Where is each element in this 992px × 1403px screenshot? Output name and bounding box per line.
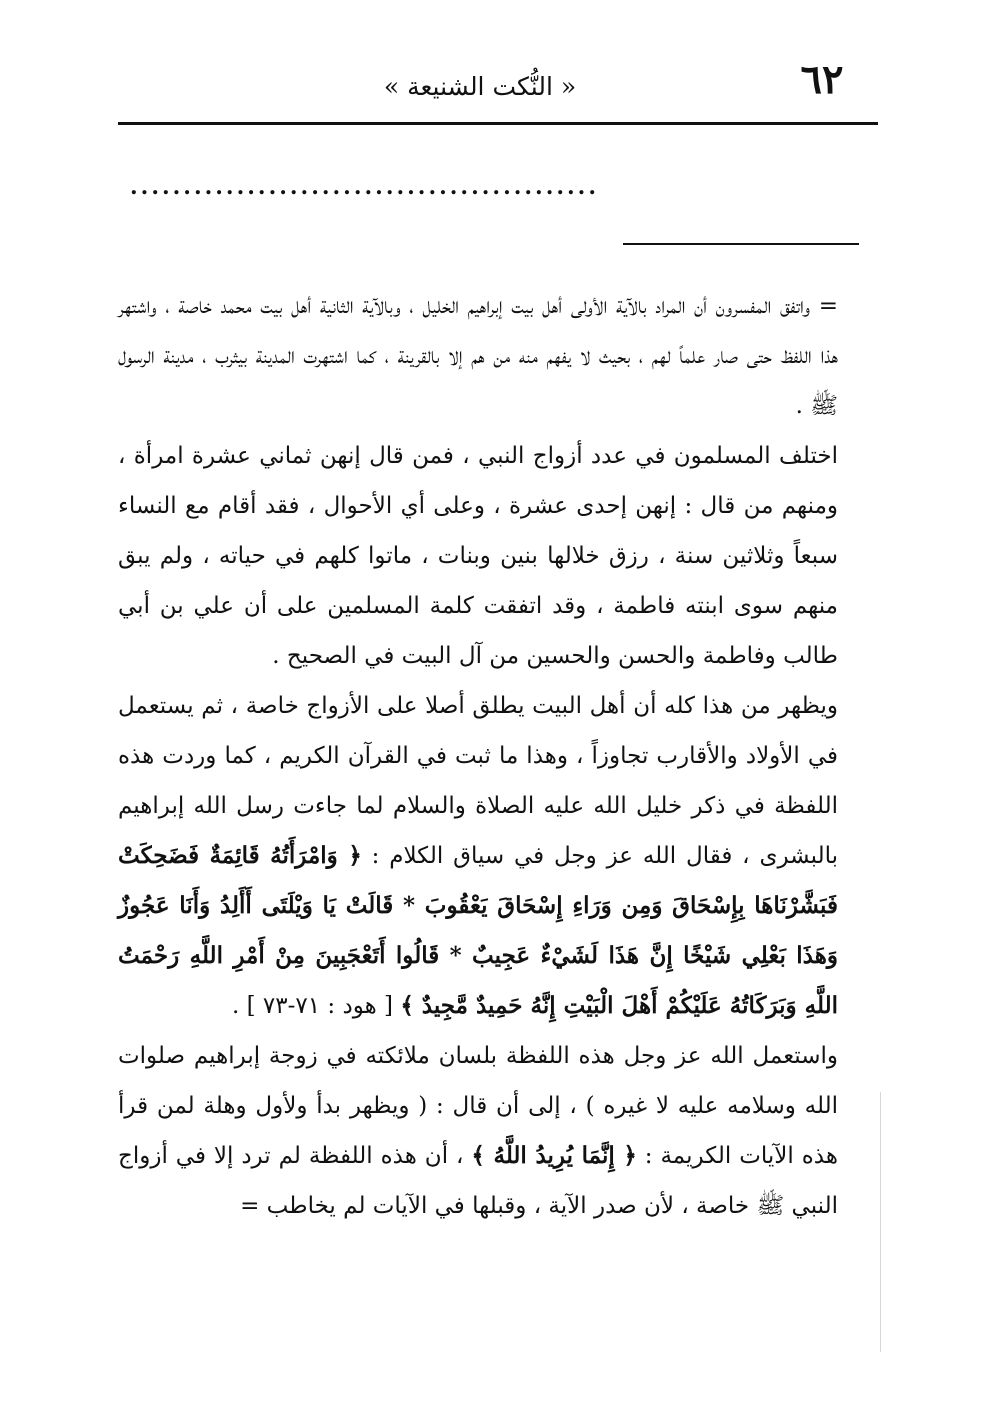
quran-verse-ahzab: ﴿ إِنَّمَا يُرِيدُ اللَّهُ ﴾ xyxy=(471,1142,637,1169)
verse-reference: [ هود : ٧١-٧٣ ] . xyxy=(231,993,393,1019)
paragraph-4 xyxy=(118,1031,838,1231)
header-rule xyxy=(118,122,878,125)
paragraph-2: اختلف المسلمون في عدد أزواج النبي ، فمن قال إنهن ثماني عشرة امرأة ، ومنهم من قال : إنهن إحدى عشرة ، وعلى أي الأحوال ، فقد أقام مع النساء سبعاً وثلاثين سنة ، رزق خلالها بنين وبنات ، ماتوا كلهم في حياته ، ولم يبق منهم سوى ابنته فاطمة ، وقد اتفقت كلمة المسلمين على أن علي بن أبي طالب وفاطمة والحسن والحسين من آل البيت في الصحيح . xyxy=(118,443,838,669)
scan-margin-line xyxy=(880,1092,881,1352)
body-text xyxy=(118,281,838,1231)
page-number: ٦٢ xyxy=(800,56,844,103)
paragraph-1: = واتفق المفسرون أن المراد بالآية الأولى أهل بيت إبراهيم الخليل ، وبالآية الثانية أهل بيت محمد خاصة ، واشتهر هذا اللفظ حتى صار علماً لهم ، بحيث لا يفهم منه من هم إلا بالقرينة ، كما اشتهرت المدينة بيثرب ، مدينة الرسول ﷺ . xyxy=(118,293,838,419)
quran-verse-hud: ﴿ وَامْرَأَتُهُ قَائِمَةٌ فَضَحِكَتْ فَبَشَّرْنَاهَا بِإِسْحَاقَ وَمِن وَرَاءِ إِسْحَاقَ يَعْقُوبَ * قَالَتْ يَا وَيْلَتَى أَأَلِدُ وَأَنَا عَجُوزٌ وَهَذَا بَعْلِي شَيْخًا إِنَّ هَذَا لَشَيْءٌ عَجِيبٌ * قَالُوا أَتَعْجَبِينَ مِنْ أَمْرِ اللَّهِ رَحْمَتُ اللَّهِ وَبَرَكَاتُهُ عَلَيْكُمْ أَهْلَ الْبَيْتِ إِنَّهُ حَمِيدٌ مَّجِيدٌ ﴾ xyxy=(118,842,838,1019)
running-title: « النُّكت الشنيعة » xyxy=(383,72,577,101)
paragraph-3-text: ويظهر من هذا كله أن أهل البيت يطلق أصلا على الأزواج خاصة ، ثم يستعمل في الأولاد والأقارب تجاوزاً ، وهذا ما ثبت في القرآن الكريم ، كما وردت هذه اللفظة في ذكر خليل الله عليه الصلاة والسلام لما جاءت رسل الله إبراهيم بالبشرى ، فقال الله عز وجل في سياق الكلام : xyxy=(118,693,839,869)
paragraph-4-continuation: ، أن هذه اللفظة لم ترد إلا في أزواج النبي ﷺ خاصة ، لأن صدر الآية ، وقبلها في الآيات لم يخاطب = xyxy=(118,1143,838,1219)
paragraph-3 xyxy=(118,681,838,1031)
paragraph-4-text: واستعمل الله عز وجل هذه اللفظة بلسان ملائكته في زوجة إبراهيم صلوات الله وسلامه عليه لا غيره ) ، إلى أن قال : ( ويظهر بدأ ولأول وهلة لمن قرأ هذه الآيات الكريمة : xyxy=(118,1043,838,1169)
footnote-rule xyxy=(623,243,859,245)
dotted-separator: ............................................ xyxy=(130,174,600,200)
